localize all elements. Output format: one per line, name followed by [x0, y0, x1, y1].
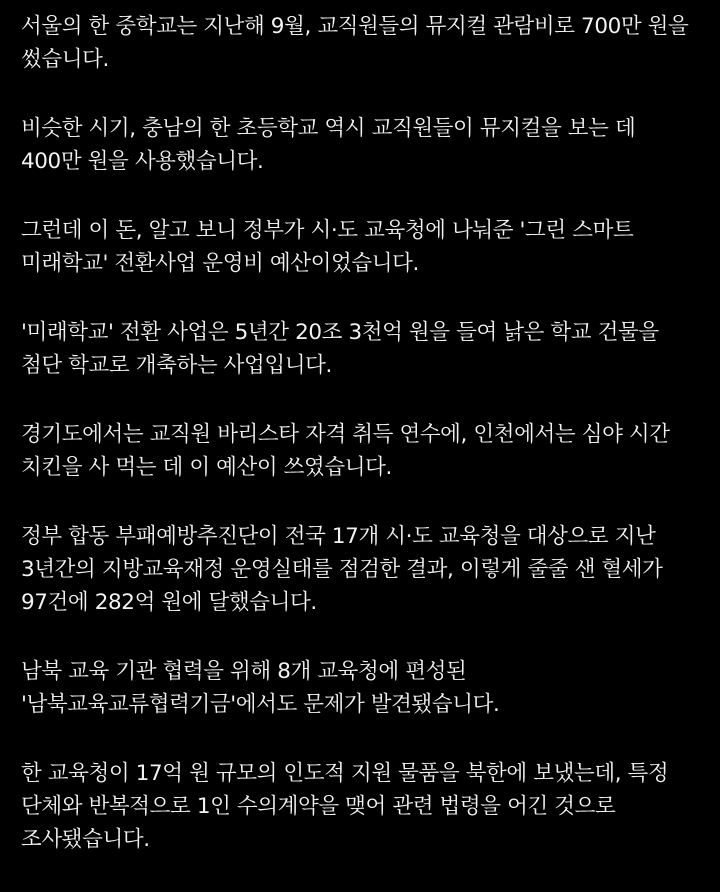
- paragraph-1: [21, 10, 711, 76]
- paragraph-8: [21, 757, 711, 856]
- paragraph-line: '미래학교' 전환 사업은 5년간 20조 3천억 원을 들여 낡은 학교 건물을: [21, 320, 659, 345]
- paragraph-7: [21, 655, 711, 721]
- paragraph-line: 남북 교육 기관 협력을 위해 8개 교육청에 편성된: [21, 659, 467, 684]
- paragraph-line: 3년간의 지방교육재정 운영실태를 점검한 결과, 이렇게 줄줄 샌 혈세가: [21, 557, 663, 582]
- paragraph-line: 치킨을 사 먹는 데 이 예산이 쓰였습니다.: [21, 455, 392, 480]
- paragraph-2: [21, 112, 711, 178]
- paragraph-line: 97건에 282억 원에 달했습니다.: [21, 590, 317, 615]
- paragraph-line: 첨단 학교로 개축하는 사업입니다.: [21, 353, 332, 378]
- paragraph-6: [21, 520, 711, 619]
- paragraph-line: 비슷한 시기, 충남의 한 초등학교 역시 교직원들이 뮤지컬을 보는 데: [21, 116, 636, 141]
- paragraph-line: '남북교육교류협력기금'에서도 문제가 발견됐습니다.: [21, 692, 500, 717]
- paragraph-line: 한 교육청이 17억 원 규모의 인도적 지원 물품을 북한에 보냈는데, 특정: [21, 761, 669, 786]
- article-body: [21, 10, 711, 892]
- paragraph-line: 400만 원을 사용했습니다.: [21, 149, 264, 174]
- paragraph-line: 미래학교' 전환사업 운영비 예산이었습니다.: [21, 251, 419, 276]
- paragraph-line: 단체와 반복적으로 1인 수의계약을 맺어 관련 법령을 어긴 것으로: [21, 794, 616, 819]
- paragraph-line: 조사됐습니다.: [21, 827, 150, 852]
- paragraph-line: 경기도에서는 교직원 바리스타 자격 취득 연수에, 인천에서는 심야 시간: [21, 422, 670, 447]
- paragraph-4: [21, 316, 711, 382]
- paragraph-line: 썼습니다.: [21, 47, 109, 72]
- paragraph-line: 그런데 이 돈, 알고 보니 정부가 시·도 교육청에 나눠준 '그린 스마트: [21, 218, 634, 243]
- paragraph-line: 서울의 한 중학교는 지난해 9월, 교직원들의 뮤지컬 관람비로 700만 원을: [21, 14, 689, 39]
- paragraph-line: 정부 합동 부패예방추진단이 전국 17개 시·도 교육청을 대상으로 지난: [21, 524, 656, 549]
- paragraph-3: [21, 214, 711, 280]
- paragraph-5: [21, 418, 711, 484]
